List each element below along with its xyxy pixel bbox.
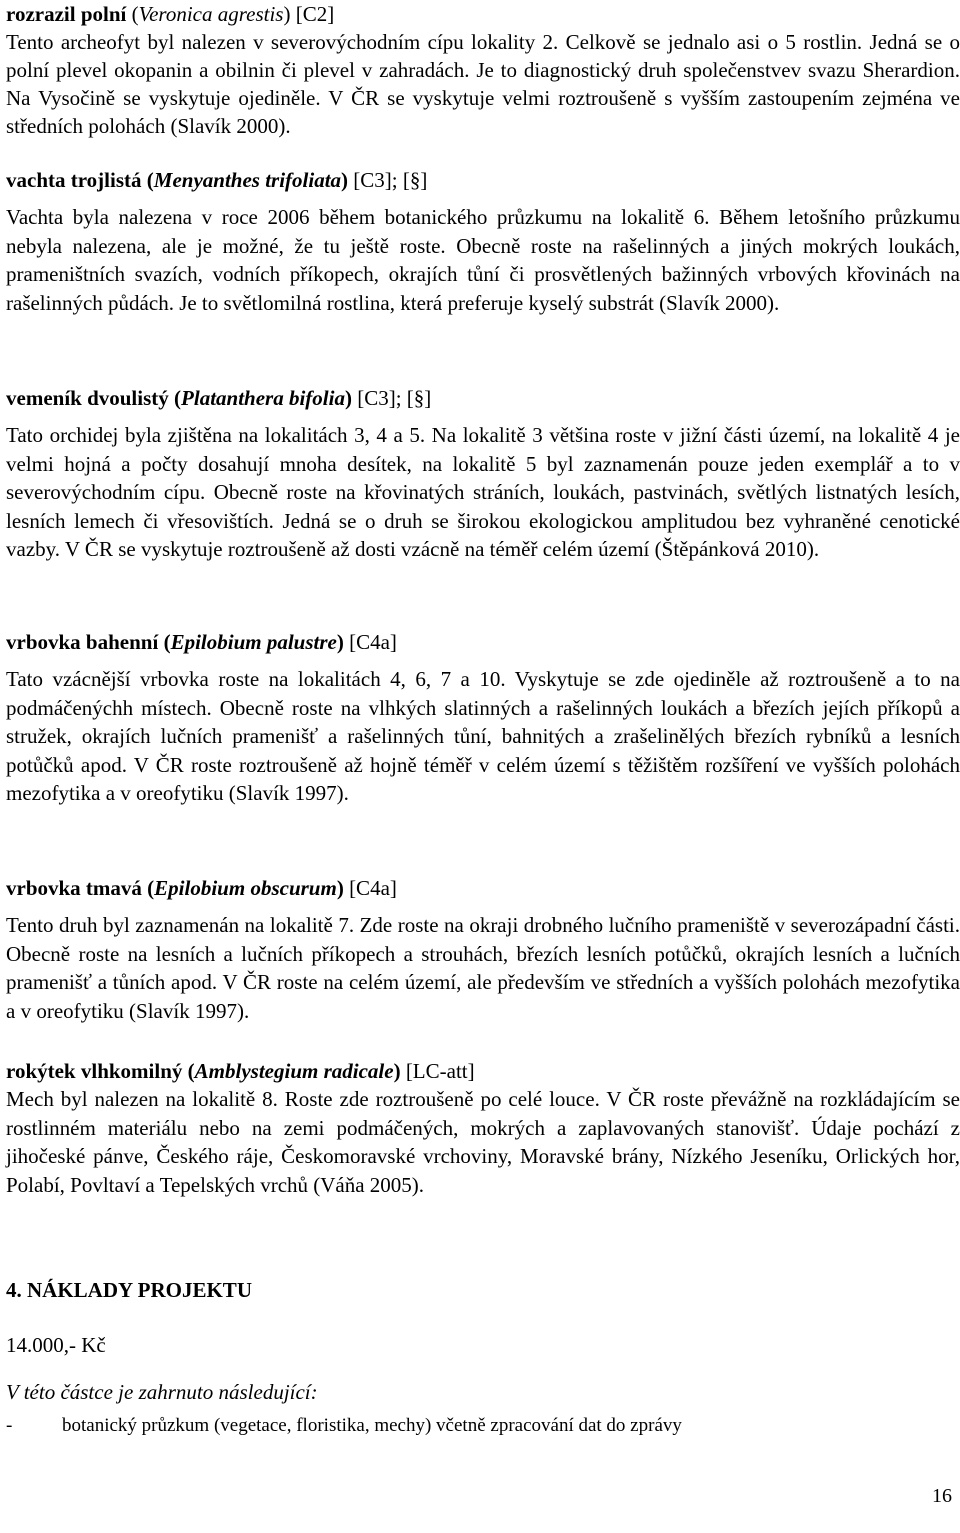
species-description: Tento druh byl zaznamenán na lokalitě 7. Zde roste na okraji drobného lučního prameniště v severozápadní části. Obecně roste na lesních a lučních příkopech a strouhách, březích lesních potůčků, okrajích lesních a lučních pramenišť a tůních apod. V ČR roste na celém území, ale především ve středních a vyšších polohách mezofytika a v oreofytiku (Slavík 1997). <box>6 913 960 1023</box>
species-heading: vrbovka tmavá (Epilobium obscurum) [C4a] <box>6 876 397 900</box>
common-name: rokýtek vlhkomilný <box>6 1059 183 1083</box>
species-heading: vachta trojlistá (Menyanthes trifoliata) [C3]; [§] <box>6 168 428 192</box>
cost-note: V této částce je zahrnuto následující: <box>6 1380 318 1404</box>
category: [C4a] <box>349 876 397 900</box>
species-heading: rozrazil polní (Veronica agrestis) [C2] <box>6 2 335 26</box>
category: [C3]; [§] <box>357 386 432 410</box>
latin-name: Veronica agrestis <box>138 2 284 26</box>
common-name: vachta trojlistá <box>6 168 142 192</box>
species-entry <box>6 628 960 808</box>
list-item <box>6 1415 682 1437</box>
species-description: Tento archeofyt byl nalezen v severovýchodním cípu lokality 2. Celkově se jednalo asi o 5 rostlin. Jedná se o polní plevel okopanin a obilnin či plevel v zahradách. Je to diagnostický druh společenstvev svazu Sherardion. Na Vysočině se vyskytuje ojediněle. V ČR se vyskytuje velmi roztroušeně s vyšším zastoupením zejména ve středních polohách (Slavík 2000). <box>6 30 960 138</box>
species-heading: vemeník dvoulistý (Platanthera bifolia) [C3]; [§] <box>6 386 432 410</box>
list-item-text: botanický průzkum (vegetace, floristika, mechy) včetně zpracování dat do zprávy <box>62 1415 682 1436</box>
latin-name: Epilobium palustre <box>170 630 337 654</box>
species-description: Tato orchidej byla zjištěna na lokalitách 3, 4 a 5. Na lokalitě 3 většina roste v jižní části území, na lokalitě 4 je velmi hojná a počty dosahují mnoha desítek, na lokalitě 5 byl zaznamenán pouze jeden exemplář a to v severovýchodním cípu. Obecně roste na křovinatých stráních, loukách, pastvinách, světlých listnatých lesích, lesních lemech či vřesovištích. Jedná se o druh se širokou ekologickou amplitudou bez vyhraněné cenotické vazby. V ČR se vyskytuje roztroušeně až dosti vzácně na téměř celém území (Štěpánková 2010). <box>6 423 960 561</box>
common-name: vrbovka tmavá <box>6 876 142 900</box>
species-entry <box>6 166 960 317</box>
common-name: vrbovka bahenní <box>6 630 159 654</box>
category: [C2] <box>295 2 335 26</box>
page-number: 16 <box>932 1485 952 1507</box>
species-entry <box>6 874 960 1025</box>
latin-name: Amblystegium radicale <box>194 1059 394 1083</box>
latin-name: Platanthera bifolia <box>181 386 345 410</box>
species-entry <box>6 384 960 564</box>
species-description: Vachta byla nalezena v roce 2006 během botanického průzkumu na lokalitě 6. Během letošního průzkumu nebyla nalezena, ale je možné, že tu ještě roste. Obecně roste na rašelinných a jiných mokrých loukách, prameništních svazích, vodních příkopech, okrajích tůní či prosvětlených bažinných vrbových křovinách na rašelinných půdách. Je to světlomilná rostlina, která preferuje kyselý substrát (Slavík 2000). <box>6 205 960 315</box>
category: [C4a] <box>349 630 397 654</box>
common-name: rozrazil polní <box>6 2 127 26</box>
species-description: Mech byl nalezen na lokalitě 8. Roste zde roztroušeně po celé louce. V ČR roste převážně na rozkládajícím se rostlinném materiálu nebo na zemi podmáčených, mokrých a zaplavovaných stanovišť. Údaje pochází z jihočeské pánve, Českého ráje, Českomoravské vrchoviny, Moravské brány, Nízkého Jeseníku, Orlických hor, Polabí, Povltaví a Tepelských vrchů (Váňa 2005). <box>6 1087 960 1197</box>
list-bullet: - <box>6 1415 13 1436</box>
species-entry <box>6 1057 960 1199</box>
species-description: Tato vzácnější vrbovka roste na lokalitách 4, 6, 7 a 10. Vyskytuje se zde ojediněle až roztroušeně a to na podmáčenýchh místech. Obecně roste na vlhkých slatinných a rašelinných loukách a březích jejích příkopů a stružek, okrajích lučních pramenišť a rašelinných tůní, bahnitých a zrašelinělých březích rybníků a lesních potůčků apod. V ČR roste roztroušeně až hojně téměř v celém území s těžištěm rozšíření ve vyšších polohách mezofytika a v oreofytiku (Slavík 1997). <box>6 667 960 805</box>
project-cost: 14.000,- Kč <box>6 1333 106 1357</box>
species-heading: vrbovka bahenní (Epilobium palustre) [C4a] <box>6 630 397 654</box>
category: [LC-att] <box>405 1059 475 1083</box>
species-entry <box>6 0 960 140</box>
latin-name: Menyanthes trifoliata <box>153 168 342 192</box>
category: [C3]; [§] <box>353 168 428 192</box>
latin-name: Epilobium obscurum <box>154 876 337 900</box>
section-heading: 4. NÁKLADY PROJEKTU <box>6 1278 252 1302</box>
species-heading: rokýtek vlhkomilný (Amblystegium radicale) [LC-att] <box>6 1059 475 1083</box>
common-name: vemeník dvoulistý <box>6 386 169 410</box>
